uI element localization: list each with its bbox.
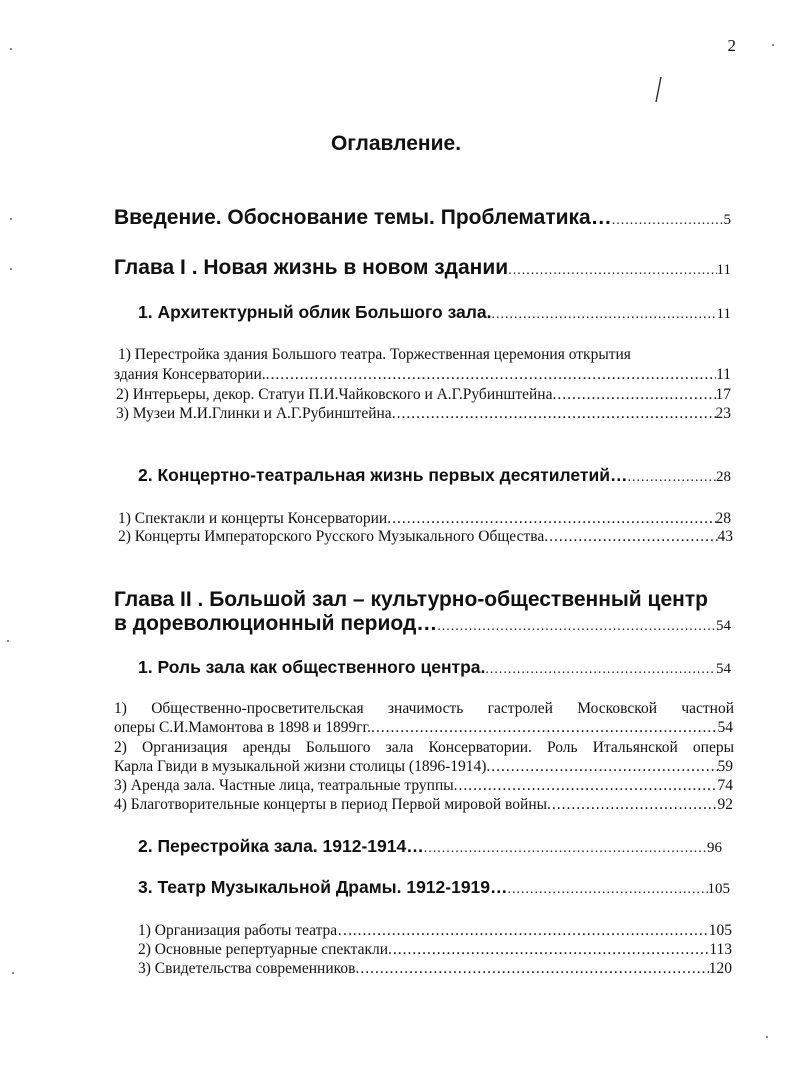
toc-label: 4) Благотворительные концерты в период Первой мировой войны	[114, 796, 548, 813]
toc-label: Карла Гвиди в музыкальной жизни столицы (1896-1914)	[114, 758, 487, 775]
toc-label: 3. Театр Музыкальной Драмы. 1912-1919…	[138, 877, 508, 897]
scan-speck	[766, 1036, 768, 1038]
dot-leader	[612, 213, 724, 229]
toc-label: 2) Основные репертуарные спектакли	[138, 941, 389, 958]
toc-page: 96	[707, 840, 722, 856]
scan-speck	[10, 218, 12, 220]
toc-label: 1. Архитектурный облик Большого зала.	[138, 302, 492, 322]
toc-page: 105	[708, 922, 732, 939]
dot-leader	[508, 263, 716, 279]
toc-label: оперы С.И.Мамонтова в 1898 и 1899гг.	[114, 719, 372, 736]
toc-label: 1) Спектакли и концерты Консерватории	[118, 510, 388, 527]
toc-page: 113	[709, 941, 732, 958]
toc-ch2-s1-item-4	[114, 796, 733, 814]
toc-page: 11	[716, 306, 731, 322]
toc-ch1-s2-item-2	[118, 528, 733, 546]
toc-ch1-s1-item-3	[116, 405, 731, 423]
toc-ch1-section-2	[138, 465, 731, 486]
dot-leader	[492, 307, 717, 323]
toc-label: 2. Концертно-театральная жизнь первых десятилетий…	[138, 465, 628, 485]
toc-label: в дореволюционный период…	[114, 612, 438, 635]
toc-ch2-s3-item-3	[138, 960, 732, 978]
toc-ch1-s2-item-1	[118, 510, 731, 528]
dot-leader	[371, 719, 717, 737]
toc-ch2-s1-item-2-line-1: 2) Организация аренды Большого зала Консерватории. Роль Итальянской оперы	[114, 739, 734, 756]
toc-page: 5	[723, 212, 731, 228]
toc-page: 74	[717, 777, 733, 794]
toc-ch2-s1-item-1-line-1: 1) Общественно-просветительская значимость гастролей Московской частной	[114, 700, 734, 717]
toc-page: 43	[717, 528, 733, 545]
toc-ch2-s1-item-1-line-2	[114, 719, 733, 737]
toc-label: 1) Организация работы театра…	[138, 922, 353, 939]
toc-page: 54	[716, 661, 731, 677]
toc-chapter-2-line-2	[114, 612, 731, 636]
dot-leader	[424, 841, 707, 857]
dot-leader	[486, 758, 717, 776]
toc-page: 54	[716, 618, 731, 634]
scan-speck	[7, 640, 9, 642]
dot-leader	[552, 386, 715, 404]
toc-label: 2) Концерты Императорского Русского Музыкального Общества	[118, 528, 545, 545]
scan-speck	[12, 972, 14, 974]
dot-leader	[508, 882, 708, 898]
toc-page: 105	[707, 881, 730, 897]
toc-chapter-2-line-1: Глава II . Большой зал – культурно-общественный центр	[114, 588, 708, 611]
toc-label: Введение. Обоснование темы. Проблематика…	[114, 206, 612, 229]
toc-page: 120	[708, 960, 732, 977]
dot-leader	[547, 796, 717, 814]
toc-page: 28	[715, 510, 731, 527]
toc-introduction	[114, 206, 731, 230]
toc-page: 59	[717, 758, 733, 775]
toc-ch2-s3-item-2	[138, 941, 732, 959]
toc-label: 1. Роль зала как общественного центра.	[138, 657, 486, 677]
toc-label: Глава I . Новая жизнь в новом здании	[114, 256, 509, 279]
scan-speck	[772, 44, 774, 46]
scan-speck	[10, 268, 12, 270]
toc-label: здания Консерватории.	[114, 366, 266, 383]
dot-leader	[355, 960, 708, 978]
toc-ch2-s3-item-1	[138, 922, 732, 940]
toc-page: 54	[717, 719, 733, 736]
page-title: Оглавление.	[330, 132, 462, 155]
toc-ch2-section-1	[138, 657, 731, 678]
toc-page: 11	[716, 262, 731, 278]
toc-label: 3) Аренда зала. Частные лица, театральные труппы	[114, 777, 454, 794]
dot-leader	[544, 528, 717, 546]
toc-ch2-section-2	[138, 836, 722, 857]
toc-ch1-s1-item-1-line-2	[114, 366, 731, 384]
dot-leader	[437, 619, 716, 635]
dot-leader	[353, 922, 709, 940]
toc-chapter-1	[114, 256, 731, 280]
toc-page: 11	[716, 366, 731, 383]
dot-leader	[454, 777, 718, 795]
toc-page: 17	[715, 386, 731, 403]
toc-ch1-s1-item-2	[116, 386, 731, 404]
dot-leader	[485, 662, 716, 678]
toc-page: 92	[717, 796, 733, 813]
page-number: 2	[727, 36, 736, 55]
dot-leader	[387, 510, 715, 528]
toc-label: 3) Свидетельства современников	[138, 960, 356, 977]
scan-speck	[10, 48, 12, 50]
toc-label: 3) Музеи М.И.Глинки и А.Г.Рубинштейна	[116, 405, 392, 422]
toc-ch2-s1-item-2-line-2	[114, 758, 733, 776]
dot-leader	[628, 470, 717, 486]
toc-ch2-s1-item-3	[114, 777, 733, 795]
toc-label: 2. Перестройка зала. 1912-1914…	[138, 836, 424, 856]
toc-page: 23	[715, 405, 731, 422]
toc-page: 28	[716, 469, 731, 485]
dot-leader	[392, 405, 716, 423]
dot-leader	[266, 366, 716, 384]
dot-leader	[388, 941, 709, 959]
toc-label: 2) Интерьеры, декор. Статуи П.И.Чайковского и А.Г.Рубинштейна	[116, 386, 553, 403]
toc-ch1-section-1	[138, 302, 731, 323]
toc-ch2-section-3	[138, 877, 730, 898]
toc-ch1-s1-item-1-line-1: 1) Перестройка здания Большого театра. Торжественная церемония открытия	[118, 346, 631, 363]
pen-mark	[652, 76, 664, 104]
